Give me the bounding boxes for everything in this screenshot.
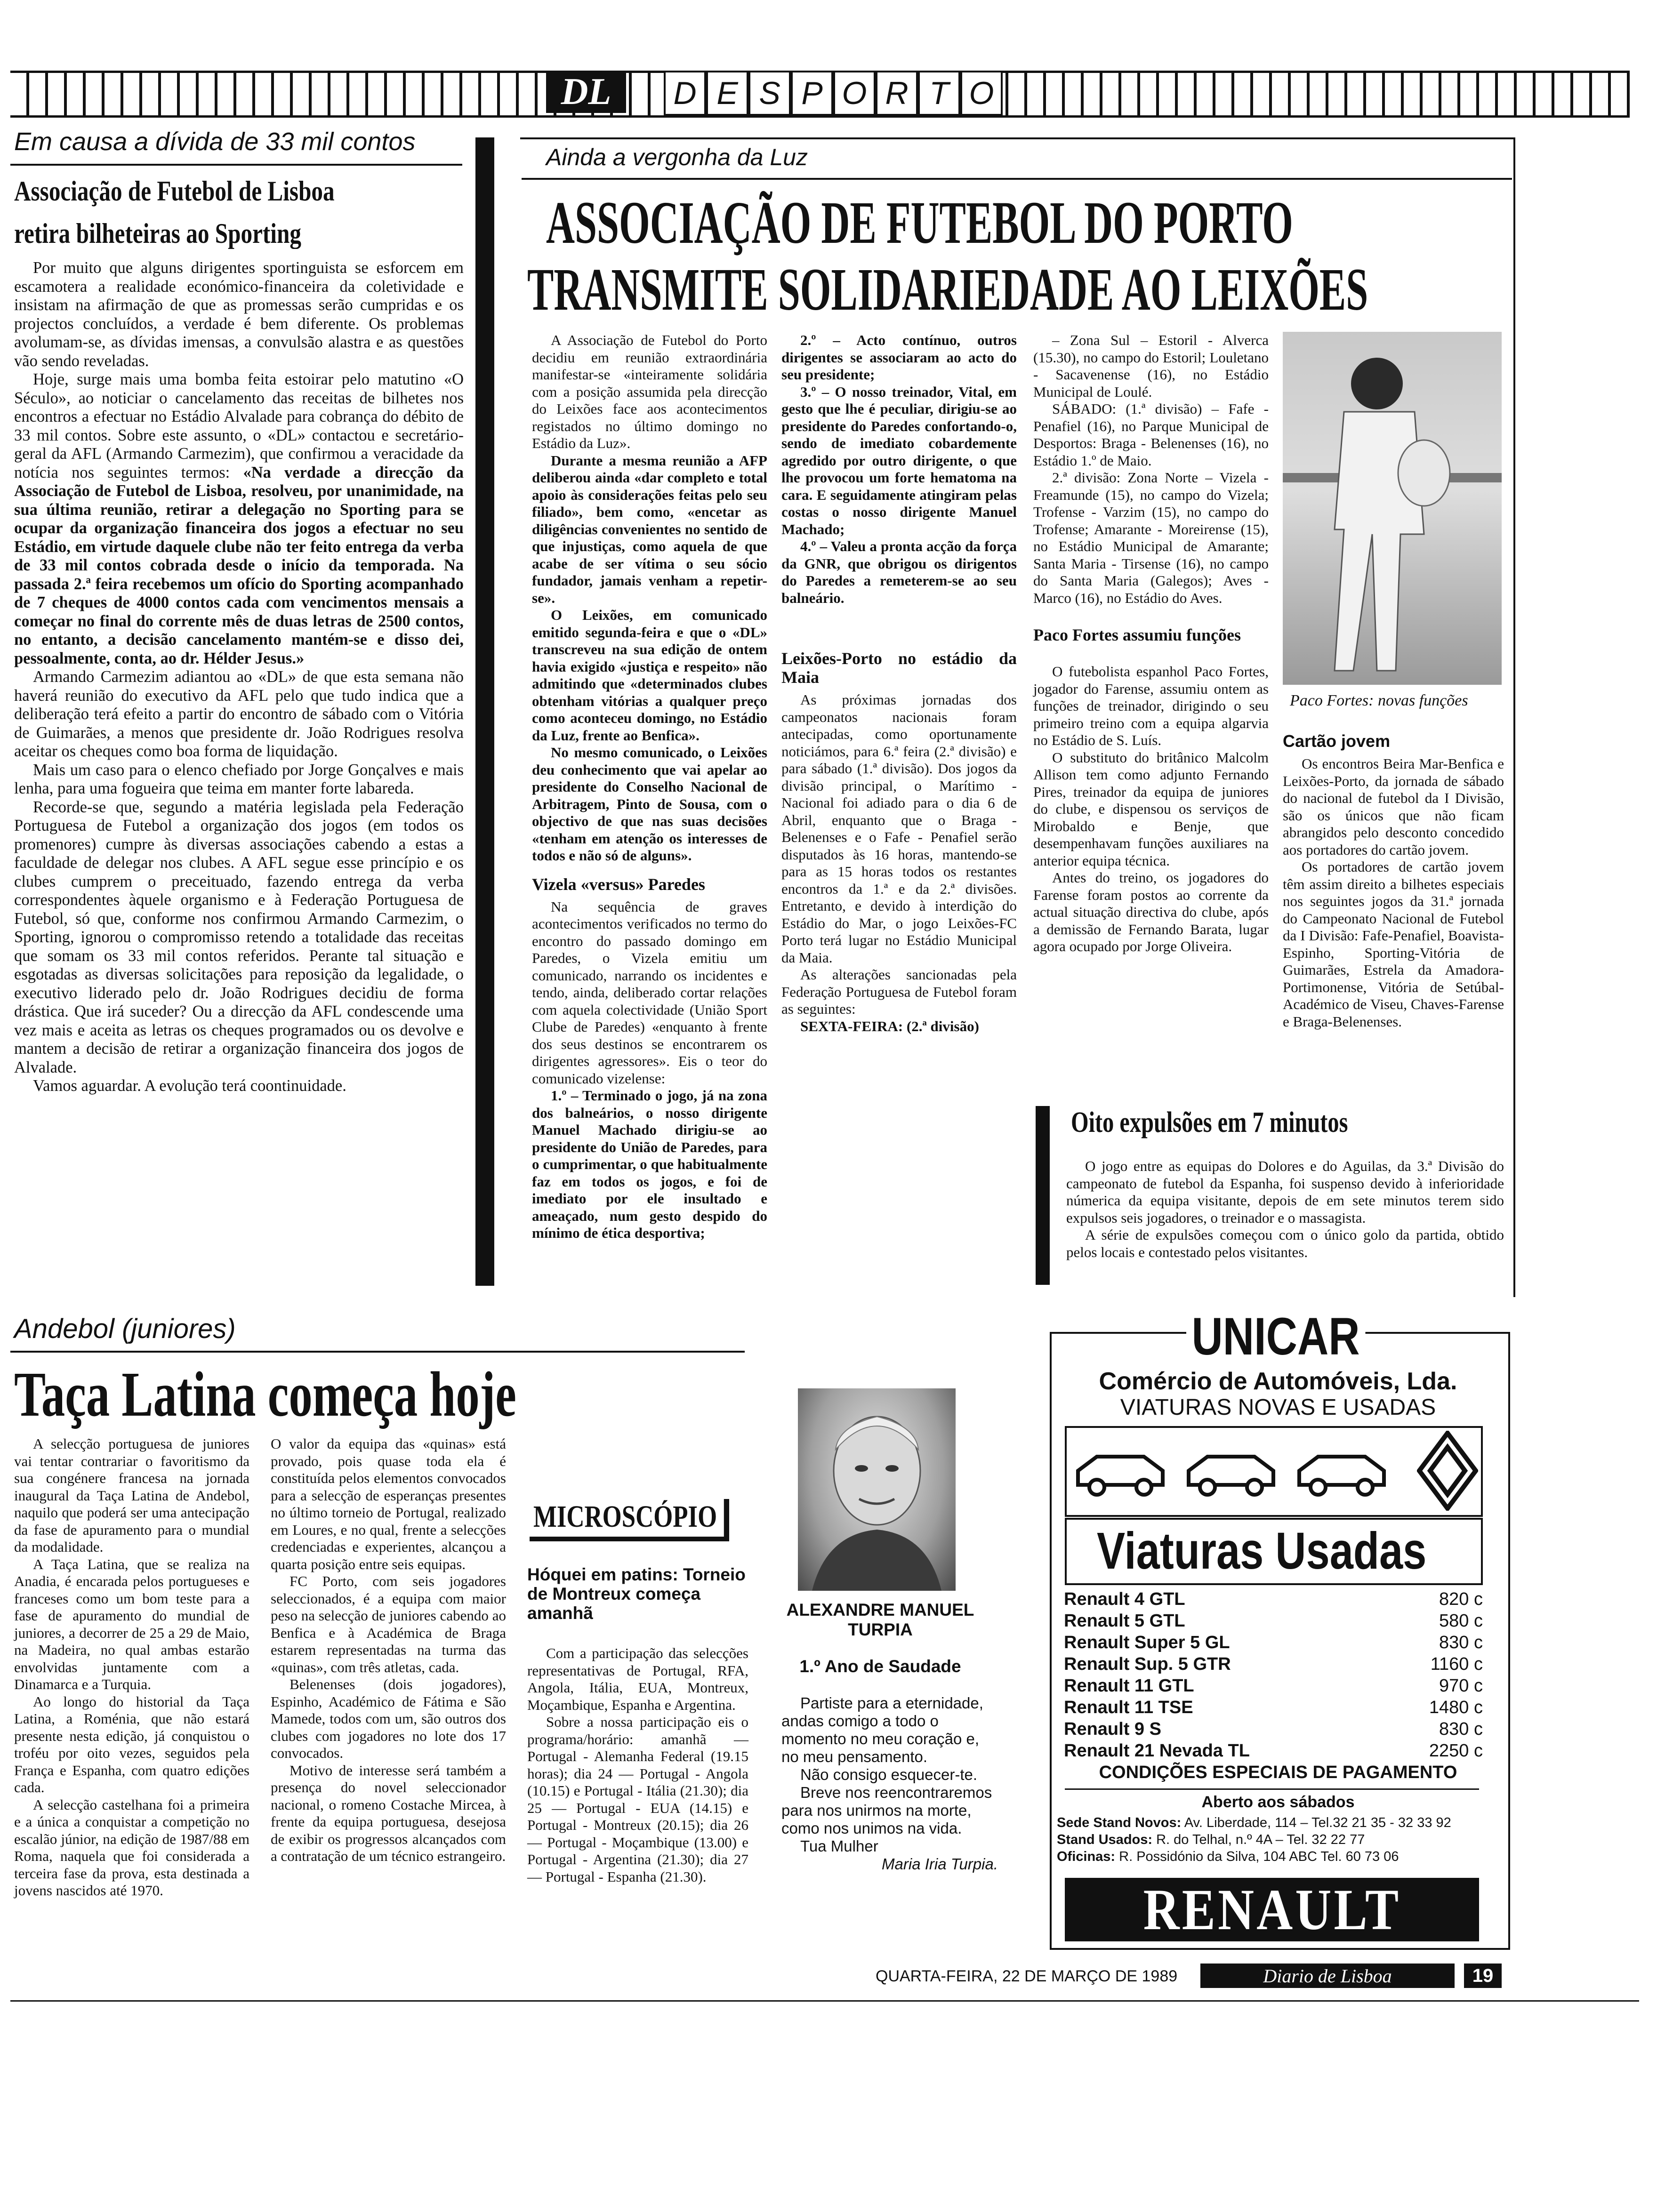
divider	[1065, 1788, 1479, 1790]
footer-paper-box	[1200, 1964, 1455, 1988]
paragraph: Na sequência de graves acontecimentos verificados no termo do encontro do passado domingo em Paredes, o Vizela emitiu um comunicado, narrando os incidentes e tendo, ainda, deliberado cortar relações com aquela colectividade (União Sport Clube de Paredes) «enquanto à frente dos seus destinos se encontrarem os dirigentes agressores». Eis o teor do comunicado vizelense:	[532, 898, 767, 1087]
paragraph: O valor da equipa das «quinas» está provado, pois quase toda ela é constituída pelos elementos convocados para a selecção de esperanças presentes no último torneio de Portugal, realizado em Loures, e no qual, frente a selecções credenciadas e experientes, alcançou a quarta posição entre seis equipas.	[271, 1435, 506, 1572]
paragraph: SÁBADO: (1.ª divisão) – Fafe - Penafiel (16), no Parque Municipal de Desportos: Braga - Belenenses (16), no Estádio 1.º de Maio.	[1033, 401, 1269, 469]
paragraph: Armando Carmezim adiantou ao «DL» de que esta semana não haverá reunião do executivo da AFL pelo que tudo indica que a deliberação terá efeito a partir do encontro de sábado com o Vitória de Guimarães, a menos que presidente dr. João Rodrigues resolva aceitar os cheques como boa forma de liquidação.	[14, 668, 464, 760]
address-line	[1057, 1814, 1499, 1831]
paragraph: SEXTA-FEIRA: (2.ª divisão)	[800, 1018, 979, 1034]
afp-title-line2: TRANSMITE SOLIDARIEDADE AO LEIXÕES	[527, 256, 1368, 323]
model: Renault 4 GTL	[1064, 1589, 1185, 1609]
price: 580 c	[1439, 1611, 1483, 1631]
paragraph: A selecção portuguesa de juniores vai tentar contrariar o favoritismo da sua congénere francesa na jornada inaugural da Taça Latina de Andebol, naquilo que poderá ser uma antecipação da fase de apuramento para o mundial da modalidade.	[14, 1435, 249, 1555]
address-label: Stand Usados:	[1057, 1832, 1153, 1847]
footer-page-box	[1464, 1964, 1502, 1988]
paragraph: Motivo de interesse será também a presença do novel seleccionador nacional, o romeno Costache Mircea, à frente da equipa portuguesa, desejosa de exibir os progressos alcançados com a contratação de um técnico estrangeiro.	[271, 1762, 506, 1864]
paragraph: A Associação de Futebol do Porto decidiu em reunião extraordinária manifestar-se «inteiramente solidária com a posição assumida pela direcção do Leixões face aos acontecimentos registados no último domingo no Estádio da Luz».	[532, 332, 767, 451]
paragraph: Durante a mesma reunião a AFP deliberou ainda «dar completo e total apoio às considerações feitas pelo seu filiado», bem como, «encetar as diligências convenientes no sentido de que injustiças, como aquela de que acabe de ser vítima o seu sócio fundador, jamais venham a repetir-se».	[532, 452, 767, 606]
section-letter: T	[918, 71, 960, 116]
divider	[522, 178, 1512, 180]
dl-logo	[546, 71, 626, 113]
section-letter: P	[791, 71, 833, 116]
price-row	[1064, 1610, 1483, 1632]
divider	[10, 164, 462, 166]
unicar-brand: UNICAR	[1186, 1306, 1365, 1367]
paragraph: Com a participação das selecções representativas de Portugal, RFA, Angola, Itália, EUA, Montreux, Moçambique, Espanha e Argentina.	[527, 1645, 748, 1713]
micro-title: Hóquei em patins: Torneio de Montreux começa amanhã	[527, 1565, 746, 1623]
model: Renault 11 TSE	[1064, 1698, 1193, 1717]
paragraph: O substituto do britânico Malcolm Allison tem como adjunto Fernando Pires, treinador da equipa de juniores do clube, e dispensou os serviços de Mirobaldo e Benje, que desempenhavam funções auxiliares na anterior equipa técnica.	[1033, 749, 1269, 869]
obit-subtitle: 1.º Ano de Saudade	[799, 1657, 961, 1676]
price: 820 c	[1439, 1589, 1483, 1609]
model: Renault 9 S	[1064, 1719, 1161, 1739]
afl-body	[14, 259, 464, 1096]
andebol-title: Taça Latina começa hoje	[14, 1359, 516, 1430]
price-row	[1064, 1675, 1483, 1697]
model: Renault Super 5 GL	[1064, 1633, 1230, 1652]
footer-date: QUARTA-FEIRA, 22 DE MARÇO DE 1989	[876, 1967, 1178, 1985]
model: Renault Sup. 5 GTR	[1064, 1654, 1231, 1674]
viaturas-usadas-banner: Viaturas Usadas	[1097, 1522, 1427, 1580]
obit-sign1: Tua Mulher	[800, 1837, 878, 1855]
paragraph: Por muito que alguns dirigentes sportinguista se esforcem em escamotera a realidade económico-financeira da coletividade e insistam na afirmação de que as promessas serão cumpridas e os projectos concluídos, a verdade é bem diferente. Os problemas avolumam-se, as dívidas imensas, a convulsão alastra e as questões vão sendo reveladas.	[14, 259, 464, 370]
paragraph: Ao longo do historial da Taça Latina, a Roménia, que não estará presente nesta edição, já conquistou o troféu por oito vezes, seguidos pela França e Espanha, com quatro edições cada.	[14, 1693, 249, 1795]
afp-kicker: Ainda a vergonha da Luz	[546, 144, 808, 170]
paragraph-text: Hoje, surge mais uma bomba feita estoirar pelo matutino «O Século», ao noticiar o cancelamento das receitas de bilhetes nos encontros a efectuar no Estádio Alvalade para cobrança do débito de 33 mil contos. Sobre este assunto, o «DL» contactou e secretário-geral da AFL (Armando Carmezim), que confirmou a veracidade da notícia nos seguintes termos:	[14, 370, 464, 481]
price-row	[1064, 1718, 1483, 1740]
paragraph: Os portadores de cartão jovem têm assim direito a bilhetes especiais nos seguintes jogos da 31.ª jornada do Campeonato Nacional de Futebol da I Divisão: Fafe-Penafiel, Boavista-Espinho, Sporting-Vitória de Guimarães, Estrela da Amadora-Portimonense, Vitória de Setúbal-Académico de Viseu, Chaves-Farense e Braga-Belenenses.	[1283, 858, 1504, 1030]
price: 830 c	[1439, 1633, 1483, 1652]
renault-footer	[1065, 1878, 1479, 1941]
andebol-col1	[14, 1435, 249, 1899]
price-list	[1064, 1588, 1483, 1762]
model: Renault 5 GTL	[1064, 1611, 1185, 1631]
afl-kicker: Em causa a dívida de 33 mil contos	[14, 128, 416, 156]
price-row	[1064, 1653, 1483, 1675]
player-figure	[1283, 332, 1502, 685]
paragraph: A selecção castelhana foi a primeira e a única a conquistar a competição no escalão júnior, na edição de 1987/88 em Roma, naquela que foi considerada a terceira fase da prova, esta destinada a jovens nascidos até 1970.	[14, 1796, 249, 1899]
address-text: R. do Telhal, n.º 4A – Tel. 32 22 77	[1156, 1832, 1365, 1847]
quote-text: «Na verdade a direcção da Associação de Futebol de Lisboa, resolveu, por unanimidade, na sua última reunião, retirar a delegação no Sporting para se ocupar da organização financeira dos jogos a efectuar no seu Estádio, em virtude daquele clube não ter feito entrega da verba de 33 mil contos cobrada desde o início da temporada. Na passada 2.ª feira recebemos um ofício do Sporting acompanhado de 7 cheques de 4000 contos cada com vencimentos mensais a começar no final do corrente mês de duas letras de 2500 contos, no entanto, a decisão cancelamento mantém-se e disso dei, pessoalmente, conta, ao dr. Hélder Jesus.»	[14, 463, 464, 667]
paragraph: A Taça Latina, que se realiza na Anadia, é encarada pelos portugueses e franceses como um bom teste para a fase de apuramento do mundial de juniores, a decorrer de 25 a 29 de Maio, na Madeira, no qual ambas estarão envolvidas juntamente com a Dinamarca e a Turquia.	[14, 1555, 249, 1692]
address-label: Sede Stand Novos:	[1057, 1815, 1182, 1830]
paragraph: 3.º – O nosso treinador, Vital, em gesto que lhe é peculiar, dirigiu-se ao presidente do Paredes confortando-o, sendo de imediato cobardemente agredido por outro dirigente, o que lhe provocou um forte hematoma na cara. E seguidamente atingiram pelas costas o nosso dirigente Manuel Machado;	[781, 383, 1017, 537]
paragraph: O futebolista espanhol Paco Fortes, jogador do Farense, assumiu ontem as funções de treinador, dirigindo o seu primeiro treino com a equipa algarvia no Estádio de S. Luís.	[1033, 663, 1269, 748]
section-letter: O	[833, 71, 876, 116]
renault-diamond-icon	[1417, 1431, 1478, 1511]
price: 1160 c	[1430, 1654, 1483, 1674]
section-title	[664, 71, 1003, 113]
price-row	[1064, 1697, 1483, 1718]
microscopio-label: MICROSCÓPIO	[530, 1499, 729, 1541]
paragraph: Os encontros Beira Mar-Benfica e Leixões-Porto, da jornada de sábado do nacional de futebol da I Divisão, são os únicos que não ficam abrangidos pelo desconto concedido aos portadores do cartão jovem.	[1283, 755, 1504, 858]
andebol-kicker: Andebol (juniores)	[14, 1314, 236, 1344]
paragraph: 4.º – Valeu a pronta acção da força da GNR, que obrigou os dirigentos do Paredes a remeterem-se ao seu balneário.	[781, 538, 1017, 606]
obit-sign2: Maria Iria Turpia.	[882, 1855, 998, 1873]
section-letter: D	[664, 71, 706, 116]
section-letter: E	[706, 71, 748, 116]
subheading: Leixões-Porto no estádio da Maia	[781, 649, 1017, 687]
price-row	[1064, 1588, 1483, 1610]
photo-caption: Paco Fortes: novas funções	[1290, 692, 1468, 709]
paragraph: Sobre a nossa participação eis o programa/horário: amanhã — Portugal - Alemanha Federal (19.15 horas); dia 24 — Portugal - Angola (10.15) e Portugal - Itália (21.30); dia 25 — Portugal - EUA (14.15) e Portugal - Montreux (20.15); dia 26 — Portugal - Moçambique (13.00) e Portugal - Argentina (21.30); dia 27 — Portugal - Espanha (21.30).	[527, 1714, 748, 1885]
subheading: Vizela «versus» Paredes	[532, 874, 705, 894]
obit-paragraph: Breve nos reencontraremos para nos unirmos na morte, como nos unimos na vida.	[781, 1784, 992, 1837]
portrait	[798, 1388, 956, 1591]
column-bar	[475, 137, 494, 1286]
afp-col2	[781, 332, 1017, 1035]
afp-col3	[1033, 332, 1269, 955]
logo-text: DL	[561, 71, 611, 112]
paragraph: Antes do treino, os jogadores do Farense foram postos ao corrente da actual situação directiva do clube, após a demissão de Fernando Barata, lugar agora ocupado por Jorge Oliveira.	[1033, 869, 1269, 954]
address-label: Oficinas:	[1057, 1849, 1116, 1864]
paragraph: O jogo entre as equipas do Dolores e do Aguilas, da 3.ª Divisão do campeonato de futebol da Espanha, foi suspenso devido à inferioridade númerica da equipa visitante, depois de em sete minutos terem sido expulsos seis jogadores, o treinador e o massagista.	[1066, 1158, 1504, 1226]
price-row	[1064, 1740, 1483, 1762]
obit-name-line2: TURPIA	[848, 1620, 913, 1639]
oito-body	[1066, 1158, 1504, 1261]
oito-bar	[1036, 1106, 1050, 1285]
obit-text	[781, 1694, 998, 1873]
paragraph: O Leixões, em comunicado emitido segunda-feira e que o «DL» transcreveu na sua edição de ontem havia exigido «justiça e respeito» não admitindo que «determinados clubes obtenham vitórias a qualquer preço como aconteceu domingo, no Estádio da Luz, frente ao Benfica».	[532, 607, 767, 744]
obit-name-line1: ALEXANDRE MANUEL	[786, 1600, 974, 1619]
section-letter: R	[876, 71, 918, 116]
page-number: 19	[1472, 1965, 1494, 1986]
paragraph: As alterações sancionadas pela Federação Portuguesa de Futebol foram as seguintes:	[781, 966, 1017, 1017]
afl-title-line2: retira bilheteiras ao Sporting	[14, 218, 301, 249]
paragraph: Recorde-se que, segundo a matéria legislada pela Federação Portuguesa de Futebol a organização dos jogos (em todos os promenores) cumpre às diversas associações cabendo a estas a faculdade de delegar nos clubes. A AFL segue esse princípio e os clubes cumprem o preceituado, fazendo entrega da verba correspondentes àquele organismo e à Federação Portuguesa de Futebol, só que, conforme nos confirmou Armando Carmezim, o Sporting, ignorou o compromisso retendo a totalidade das receitas que somam os 33 mil contos referidos. Perante tal situação e esgotadas as diversas solicitações para reposição da legalidade, o executivo liderado pelo dr. João Rodrigues decidiu de forma drástica. Que irá suceder? Ou a direcção da AFL condescende uma vez mais e aceita as letras os cheques programados ou os devolve e mantem a decisão de retirar a organização financeira dos jogos de Alvalade.	[14, 798, 464, 1076]
address-line	[1057, 1848, 1499, 1865]
ad-addresses	[1057, 1814, 1499, 1865]
paragraph: No mesmo comunicado, o Leixões deu conhecimento que vai apelar ao presidente do Conselho Nacional de Arbitragem, Pinto de Sousa, com o objectivo de que nas suas decisões «tenham em atenção os interesses de todos e não só de alguns».	[532, 744, 767, 864]
price: 2250 c	[1429, 1741, 1483, 1761]
paragraph	[14, 370, 464, 668]
andebol-col2	[271, 1435, 506, 1865]
afp-title-line1: ASSOCIAÇÃO DE FUTEBOL DO PORTO	[546, 189, 1293, 256]
renault-wordmark: RENAULT	[1143, 1878, 1401, 1941]
address-line	[1057, 1831, 1499, 1848]
paragraph: 1.º – Terminado o jogo, já na zona dos balneários, o nosso dirigente Manuel Machado dirigiu-se ao presidente do União de Paredes, para o cumprimentar, o que habitualmente faz em todos os jogos, e foi de imediato por ele insultado e ameaçado, num gesto despido do mínimo de ética desportiva;	[532, 1087, 767, 1241]
address-text: R. Possidónio da Silva, 104 ABC Tel. 60 73 06	[1119, 1849, 1399, 1864]
model: Renault 21 Nevada TL	[1064, 1741, 1250, 1761]
afp-col1	[532, 332, 767, 1242]
obit-paragraph: Partiste para a eternidade, andas comigo a todo o momento no meu coração e, no meu pensamento.	[781, 1694, 983, 1765]
footer-paper: Diario de Lisboa	[1263, 1965, 1392, 1987]
paragraph: FC Porto, com seis jogadores seleccionados, é a equipa com maior peso na selecção de juniores cabendo ao Benfica e à Académica de Braga estarem representadas na turma das «quinas», com três atletas, cada.	[271, 1573, 506, 1675]
section-letter: S	[748, 71, 791, 116]
paragraph: Vamos aguardar. A evolução terá coontinuidade.	[33, 1077, 346, 1095]
footer-rule	[10, 2000, 1639, 2002]
divider	[10, 1351, 745, 1353]
ad-open: Aberto aos sábados	[1201, 1793, 1355, 1811]
obit-paragraph: Não consigo esquecer-te.	[800, 1766, 978, 1783]
paragraph: – Zona Sul – Estoril - Alverca (15.30), no campo do Estoril; Louletano - Sacavenense (16), no Estádio Municipal de Loulé.	[1033, 332, 1269, 400]
ad-conditions: CONDIÇÕES ESPECIAIS DE PAGAMENTO	[1099, 1763, 1457, 1782]
unicar-tagline: VIATURAS NOVAS E USADAS	[1120, 1395, 1436, 1420]
micro-body	[527, 1645, 748, 1885]
section-letter: O	[960, 71, 1003, 116]
subheading: Paco Fortes assumiu funções	[1033, 625, 1241, 644]
model: Renault 11 GTL	[1064, 1676, 1194, 1696]
price: 830 c	[1439, 1719, 1483, 1739]
price: 1480 c	[1429, 1698, 1483, 1717]
unicar-company: Comércio de Automóveis, Lda.	[1099, 1368, 1457, 1395]
price: 970 c	[1439, 1676, 1483, 1696]
photo-paco-fortes	[1283, 332, 1502, 685]
paragraph: 2.º – Acto contínuo, outros dirigentes se associaram ao acto do seu presidente;	[781, 332, 1017, 383]
price-row	[1064, 1632, 1483, 1653]
oito-title: Oito expulsões em 7 minutos	[1071, 1106, 1348, 1138]
car-icons	[1073, 1443, 1398, 1499]
subheading: Cartão jovem	[1283, 731, 1391, 751]
address-text: Av. Liberdade, 114 – Tel.32 21 35 - 32 33 92	[1184, 1815, 1451, 1830]
afl-title-line1: Associação de Futebol de Lisboa	[14, 176, 335, 207]
obituary-photo	[798, 1388, 956, 1591]
paragraph: Belenenses (dois jogadores), Espinho, Académico de Fátima e São Mamede, todos com um, são outros dos clubes com jogadores no lote dos 17 convocados.	[271, 1676, 506, 1761]
paragraph: 2.ª divisão: Zona Norte – Vizela - Freamunde (15), no campo do Vizela; Trofense - Varzim (15), no campo do Trofense; Amarante - Moreirense (15), no Estádio Municipal de Amarante; Santa Maria - Tirsense (16), no campo do Santa Maria (Galegos); Aves - Marco (16), no Estádio do Aves.	[1033, 469, 1269, 606]
paragraph: Mais um caso para o elenco chefiado por Jorge Gonçalves e mais lenha, para uma fogueira que teima em manter forte labareda.	[14, 761, 464, 797]
paragraph: A série de expulsões começou com o único golo da partida, obtido pelos locais e contestado pelos visitantes.	[1066, 1226, 1504, 1260]
afp-col4	[1283, 732, 1504, 1030]
paragraph: As próximas jornadas dos campeonatos nacionais foram antecipadas, como oportunamente noticiámos, para 6.ª feira (2.ª divisão) e para sábado (1.ª divisão). Dos jogos da divisão principal, o Marítimo - Nacional foi adiado para o dia 6 de Abril, enquanto que o Braga - Belenenses e o Fafe - Penafiel serão disputados às 16 horas, mantendo-se para as 15 horas todos os restantes encontros da 1.ª e da 2.ª divisões. Entretanto, e devido à interdição do Estádio do Mar, o jogo Leixões-FC Porto terá lugar no Estádio Municipal da Maia.	[781, 691, 1017, 966]
